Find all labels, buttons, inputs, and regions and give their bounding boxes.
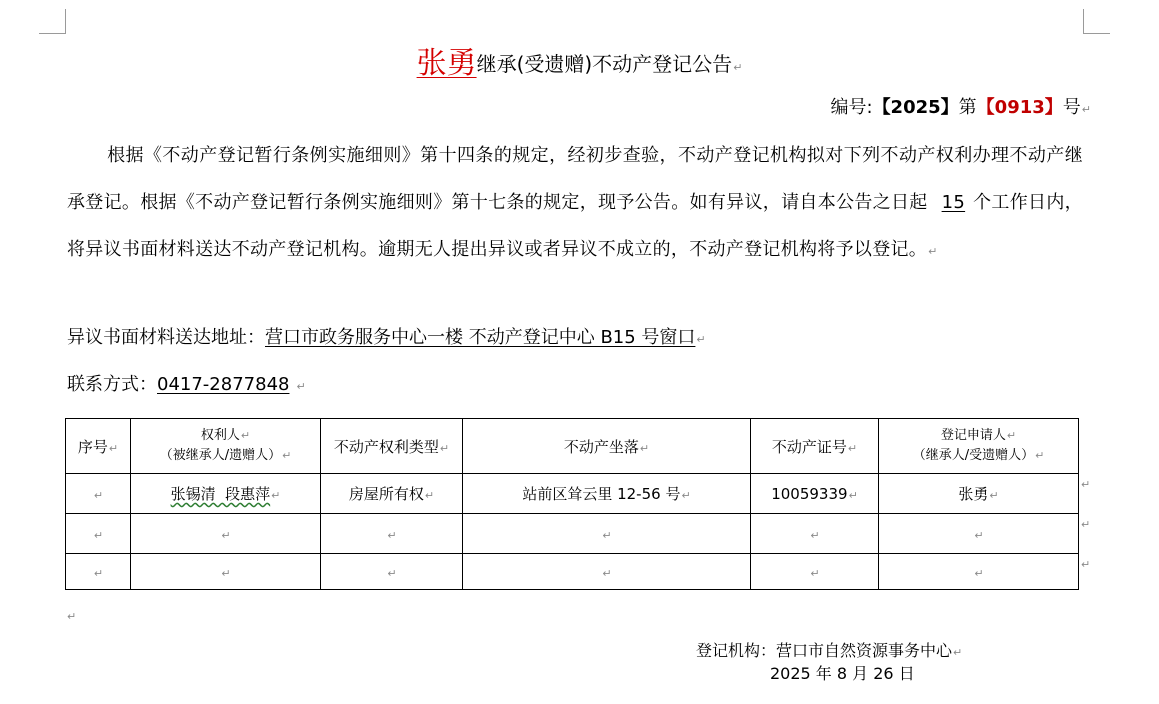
registration-table — [65, 418, 1079, 590]
address-value: 营口市政务服务中心一楼 不动产登记中心 B15 号窗口 — [265, 327, 696, 348]
crop-mark-top-left — [39, 9, 66, 34]
body-part2: 个工作日内，将异议书面材料送达不动产登记机构。逾期无人提出异议或者异议不成立的，不动产登记机构将予以登记。 — [67, 192, 1083, 260]
cell-applicant: 张勇↵ — [879, 474, 1079, 514]
header-index: 序号↵ — [66, 419, 131, 474]
header-right-holder: 权利人↵ （被继承人/遗赠人）↵ — [131, 419, 321, 474]
cell-right-type: 房屋所有权↵ — [321, 474, 463, 514]
row-end-mark: ↵ — [1081, 478, 1091, 491]
header-certificate-no: 不动产证号↵ — [751, 419, 879, 474]
cell-certificate-no: 10059339↵ — [751, 474, 879, 514]
table-row: ↵ ↵ ↵ ↵ ↵ ↵ — [66, 514, 1079, 554]
announcement-body: 根据《不动产登记暂行条例实施细则》第十四条的规定，经初步查验，不动产登记机构拟对下列不动产权利办理不动产继承登记。根据《不动产登记暂行条例实施细则》第十七条的规定，现予公告。如有异议，请自本公告之日起 15 个工作日内，将异议书面材料送达不动产登记机构。逾期无人提出异议或者异议不成立的，不动产登记机构将予以登记。↵ — [67, 145, 1083, 260]
page-title — [0, 38, 1159, 82]
contact-info: 联系方式：0417-2877848 ↵ — [67, 374, 306, 395]
document-number: 编号:【2025】第【0913】号↵ — [830, 97, 1091, 118]
empty-paragraph-mark: ↵ — [67, 610, 77, 623]
table-header-row — [66, 419, 1079, 474]
title-rest: 继承(受遗赠)不动产登记公告 — [476, 52, 733, 76]
address-label: 异议书面材料送达地址： — [67, 327, 265, 348]
paragraph-mark: ↵ — [733, 61, 743, 74]
table-row — [66, 474, 1079, 514]
cell-right-holder: 张锡清 段惠萍↵ — [131, 474, 321, 514]
contact-value: 0417-2877848 — [157, 374, 290, 395]
registration-authority: 登记机构：营口市自然资源事务中心↵ — [696, 641, 963, 660]
row-end-mark: ↵ — [1081, 518, 1091, 531]
title-name: 张勇 — [416, 46, 477, 81]
table-row: ↵ ↵ ↵ ↵ ↵ ↵ — [66, 554, 1079, 590]
crop-mark-top-right — [1083, 9, 1110, 34]
objection-address: 异议书面材料送达地址：营口市政务服务中心一楼 不动产登记中心 B15 号窗口↵ — [67, 327, 706, 348]
header-right-type: 不动产权利类型↵ — [321, 419, 463, 474]
cell-index: ↵ — [66, 474, 131, 514]
header-location: 不动产坐落↵ — [463, 419, 751, 474]
body-part1: 根据《不动产登记暂行条例实施细则》第十四条的规定，经初步查验，不动产登记机构拟对下列不动产权利办理不动产继承登记。根据《不动产登记暂行条例实施细则》第十七条的规定，现予公告。如有异议，请自本公告之日起 — [67, 145, 1083, 213]
contact-label: 联系方式： — [67, 374, 157, 395]
header-applicant: 登记申请人↵ （继承人/受遗赠人）↵ — [879, 419, 1079, 474]
cell-location: 站前区耸云里 12-56 号↵ — [463, 474, 751, 514]
days-field: 15 — [941, 192, 966, 213]
announcement-date: 2025 年 8 月 26 日 — [770, 664, 915, 683]
row-end-mark: ↵ — [1081, 558, 1091, 571]
